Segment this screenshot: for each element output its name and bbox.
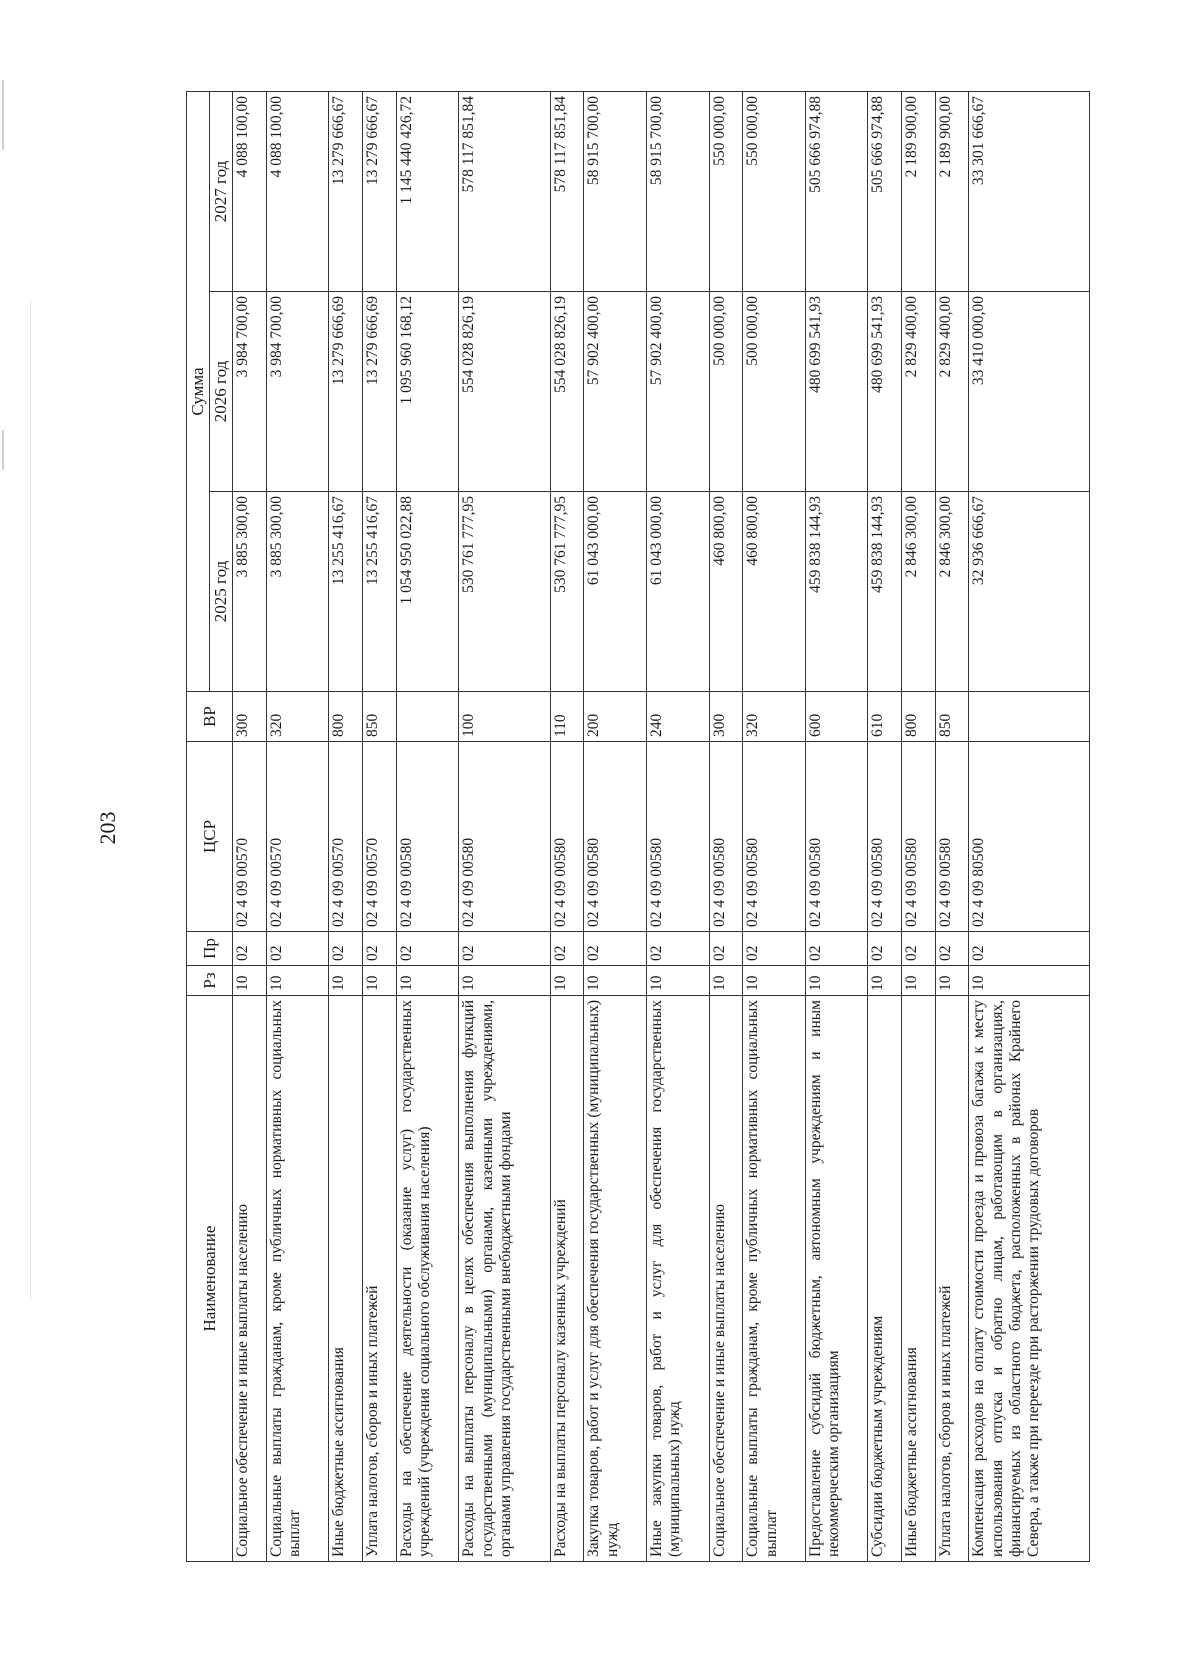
row-vr: 240 <box>647 692 710 742</box>
row-pr: 02 <box>329 932 363 966</box>
row-csr: 02 4 09 00570 <box>233 742 267 932</box>
row-pr: 02 <box>266 932 329 966</box>
row-vr: 320 <box>266 692 329 742</box>
table-header-row <box>187 92 210 1562</box>
header-sum: Сумма <box>187 92 210 692</box>
row-amount-2026: 13 279 666,69 <box>363 292 397 492</box>
table-row <box>709 92 743 1562</box>
row-amount-2025: 61 043 000,00 <box>647 492 710 692</box>
row-amount-2025: 2 846 300,00 <box>935 492 969 692</box>
row-pr: 02 <box>969 932 1090 966</box>
row-pr: 02 <box>459 932 551 966</box>
row-rz: 10 <box>805 966 868 996</box>
row-csr: 02 4 09 00580 <box>647 742 710 932</box>
row-vr: 200 <box>584 692 647 742</box>
row-pr: 02 <box>584 932 647 966</box>
row-amount-2025: 1 054 950 022,88 <box>396 492 459 692</box>
row-rz: 10 <box>647 966 710 996</box>
row-rz: 10 <box>266 966 329 996</box>
table-row <box>266 92 329 1562</box>
row-pr: 02 <box>935 932 969 966</box>
row-vr: 610 <box>868 692 902 742</box>
row-rz: 10 <box>868 966 902 996</box>
row-rz: 10 <box>584 966 647 996</box>
row-rz: 10 <box>709 966 743 996</box>
row-name: Иные бюджетные ассигнования <box>902 996 936 1562</box>
row-pr: 02 <box>647 932 710 966</box>
row-vr <box>396 692 459 742</box>
header-2027: 2027 год <box>210 92 233 292</box>
row-csr: 02 4 09 00580 <box>935 742 969 932</box>
table-row <box>935 92 969 1562</box>
row-rz: 10 <box>363 966 397 996</box>
row-csr: 02 4 09 00570 <box>266 742 329 932</box>
table-row <box>902 92 936 1562</box>
row-vr: 300 <box>709 692 743 742</box>
scan-edge-mark <box>2 80 4 150</box>
row-amount-2026: 2 829 400,00 <box>935 292 969 492</box>
row-pr: 02 <box>550 932 584 966</box>
row-amount-2027: 505 666 974,88 <box>868 92 902 292</box>
row-amount-2025: 61 043 000,00 <box>584 492 647 692</box>
row-amount-2027: 58 915 700,00 <box>584 92 647 292</box>
row-pr: 02 <box>902 932 936 966</box>
row-csr: 02 4 09 80500 <box>969 742 1090 932</box>
rotated-table-container <box>186 92 1090 1562</box>
row-csr: 02 4 09 00580 <box>902 742 936 932</box>
row-vr: 850 <box>935 692 969 742</box>
row-rz: 10 <box>743 966 806 996</box>
row-pr: 02 <box>743 932 806 966</box>
row-csr: 02 4 09 00580 <box>868 742 902 932</box>
row-csr: 02 4 09 00580 <box>743 742 806 932</box>
table-row <box>363 92 397 1562</box>
row-amount-2026: 500 000,00 <box>709 292 743 492</box>
row-amount-2027: 2 189 900,00 <box>935 92 969 292</box>
row-amount-2025: 459 838 144,93 <box>868 492 902 692</box>
row-rz: 10 <box>233 966 267 996</box>
table-row <box>233 92 267 1562</box>
row-vr: 800 <box>902 692 936 742</box>
row-rz: 10 <box>550 966 584 996</box>
row-csr: 02 4 09 00570 <box>329 742 363 932</box>
table-row <box>459 92 551 1562</box>
scan-edge-mark <box>2 430 4 470</box>
row-name: Закупка товаров, работ и услуг для обеспечения государственных (муниципальных) нужд <box>584 996 647 1562</box>
row-name: Социальные выплаты гражданам, кроме публичных нормативных социальных выплат <box>266 996 329 1562</box>
header-2026: 2026 год <box>210 292 233 492</box>
row-csr: 02 4 09 00580 <box>805 742 868 932</box>
row-csr: 02 4 09 00580 <box>709 742 743 932</box>
row-amount-2026: 554 028 826,19 <box>459 292 551 492</box>
row-amount-2026: 480 699 541,93 <box>805 292 868 492</box>
row-amount-2027: 33 301 666,67 <box>969 92 1090 292</box>
row-amount-2027: 578 117 851,84 <box>459 92 551 292</box>
row-pr: 02 <box>396 932 459 966</box>
table-row <box>329 92 363 1562</box>
header-2025: 2025 год <box>210 492 233 692</box>
header-vr: ВР <box>187 692 233 742</box>
row-name: Расходы на выплаты персоналу казенных учреждений <box>550 996 584 1562</box>
row-amount-2027: 550 000,00 <box>709 92 743 292</box>
row-amount-2027: 4 088 100,00 <box>233 92 267 292</box>
row-name: Уплата налогов, сборов и иных платежей <box>363 996 397 1562</box>
row-amount-2025: 459 838 144,93 <box>805 492 868 692</box>
row-amount-2026: 500 000,00 <box>743 292 806 492</box>
row-amount-2025: 32 936 666,67 <box>969 492 1090 692</box>
row-amount-2027: 2 189 900,00 <box>902 92 936 292</box>
row-amount-2026: 57 902 400,00 <box>584 292 647 492</box>
row-vr: 800 <box>329 692 363 742</box>
scan-edge-mark <box>30 300 31 1300</box>
row-pr: 02 <box>805 932 868 966</box>
row-amount-2027: 550 000,00 <box>743 92 806 292</box>
row-vr: 300 <box>233 692 267 742</box>
row-amount-2026: 33 410 000,00 <box>969 292 1090 492</box>
row-amount-2025: 13 255 416,67 <box>363 492 397 692</box>
row-amount-2026: 554 028 826,19 <box>550 292 584 492</box>
row-amount-2027: 13 279 666,67 <box>329 92 363 292</box>
row-amount-2025: 3 885 300,00 <box>233 492 267 692</box>
row-amount-2025: 2 846 300,00 <box>902 492 936 692</box>
row-amount-2026: 480 699 541,93 <box>868 292 902 492</box>
row-csr: 02 4 09 00580 <box>550 742 584 932</box>
row-amount-2025: 13 255 416,67 <box>329 492 363 692</box>
row-rz: 10 <box>329 966 363 996</box>
table-row <box>584 92 647 1562</box>
header-csr: ЦСР <box>187 742 233 932</box>
row-vr: 600 <box>805 692 868 742</box>
row-amount-2026: 2 829 400,00 <box>902 292 936 492</box>
row-name: Социальные выплаты гражданам, кроме публичных нормативных социальных выплат <box>743 996 806 1562</box>
table-row <box>396 92 459 1562</box>
table-row <box>647 92 710 1562</box>
row-amount-2026: 13 279 666,69 <box>329 292 363 492</box>
row-pr: 02 <box>363 932 397 966</box>
row-amount-2025: 530 761 777,95 <box>459 492 551 692</box>
header-pr: Пр <box>187 932 233 966</box>
row-vr: 110 <box>550 692 584 742</box>
row-name: Компенсация расходов на оплату стоимости проезда и провоза багажа к месту использования отпуска и обратно лицам, работающим в организациях, финансируемых из областного бюджета, расположенных в районах Крайнего Севера, а также при переезде при расторжении трудовых договоров <box>969 996 1090 1562</box>
row-name: Расходы на выплаты персоналу в целях обеспечения выполнения функций государственными (муниципальными) органами, казенными учреждениями, органами управления государственными внебюджетными фондами <box>459 996 551 1562</box>
row-csr: 02 4 09 00580 <box>584 742 647 932</box>
row-name: Субсидии бюджетным учреждениям <box>868 996 902 1562</box>
row-name: Расходы на обеспечение деятельности (оказание услуг) государственных учреждений (учреждения социального обслуживания населения) <box>396 996 459 1562</box>
row-amount-2027: 578 117 851,84 <box>550 92 584 292</box>
row-rz: 10 <box>935 966 969 996</box>
row-pr: 02 <box>233 932 267 966</box>
row-vr <box>969 692 1090 742</box>
table-row <box>550 92 584 1562</box>
row-amount-2027: 58 915 700,00 <box>647 92 710 292</box>
row-rz: 10 <box>902 966 936 996</box>
row-name: Иные закупки товаров, работ и услуг для обеспечения государственных (муниципальных) нужд <box>647 996 710 1562</box>
header-name: Наименование <box>187 996 233 1562</box>
row-vr: 850 <box>363 692 397 742</box>
row-csr: 02 4 09 00580 <box>459 742 551 932</box>
row-name: Иные бюджетные ассигнования <box>329 996 363 1562</box>
row-amount-2026: 1 095 960 168,12 <box>396 292 459 492</box>
table-row <box>868 92 902 1562</box>
row-amount-2026: 3 984 700,00 <box>266 292 329 492</box>
row-name: Предоставление субсидий бюджетным, автономным учреждениям и иным некоммерческим организациям <box>805 996 868 1562</box>
table-row <box>969 92 1090 1562</box>
row-name: Социальное обеспечение и иные выплаты населению <box>709 996 743 1562</box>
page-number: 203 <box>95 811 120 845</box>
row-amount-2027: 13 279 666,67 <box>363 92 397 292</box>
header-rz: Рз <box>187 966 233 996</box>
row-csr: 02 4 09 00580 <box>396 742 459 932</box>
row-amount-2025: 460 800,00 <box>743 492 806 692</box>
budget-table <box>186 91 1090 1562</box>
row-amount-2025: 460 800,00 <box>709 492 743 692</box>
row-vr: 100 <box>459 692 551 742</box>
row-amount-2025: 530 761 777,95 <box>550 492 584 692</box>
row-amount-2026: 3 984 700,00 <box>233 292 267 492</box>
row-amount-2027: 4 088 100,00 <box>266 92 329 292</box>
row-name: Социальное обеспечение и иные выплаты населению <box>233 996 267 1562</box>
row-amount-2026: 57 902 400,00 <box>647 292 710 492</box>
table-row <box>743 92 806 1562</box>
row-pr: 02 <box>868 932 902 966</box>
row-name: Уплата налогов, сборов и иных платежей <box>935 996 969 1562</box>
row-rz: 10 <box>396 966 459 996</box>
row-amount-2027: 505 666 974,88 <box>805 92 868 292</box>
row-csr: 02 4 09 00570 <box>363 742 397 932</box>
row-vr: 320 <box>743 692 806 742</box>
row-rz: 10 <box>969 966 1090 996</box>
row-pr: 02 <box>709 932 743 966</box>
table-row <box>805 92 868 1562</box>
row-amount-2027: 1 145 440 426,72 <box>396 92 459 292</box>
row-amount-2025: 3 885 300,00 <box>266 492 329 692</box>
row-rz: 10 <box>459 966 551 996</box>
